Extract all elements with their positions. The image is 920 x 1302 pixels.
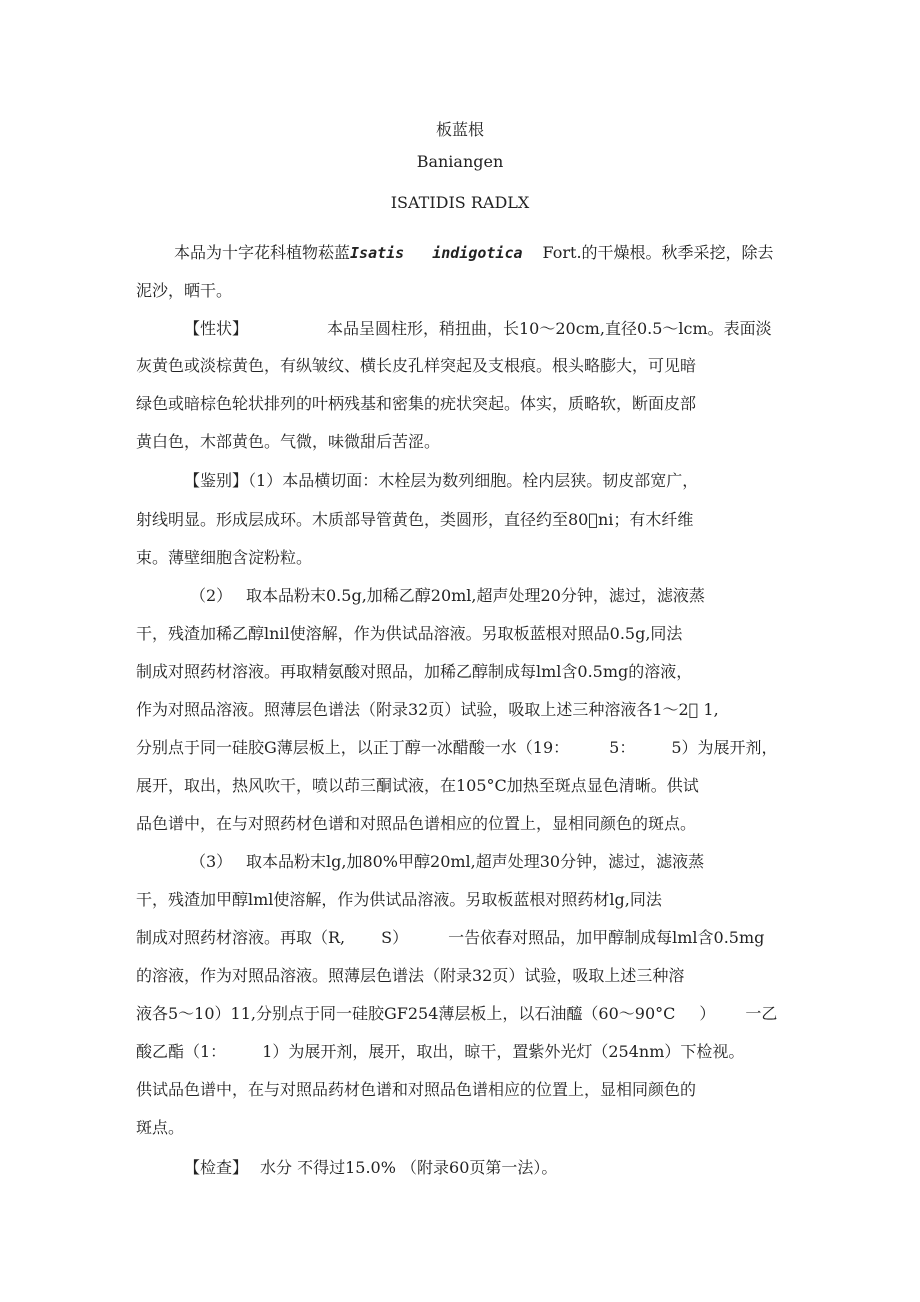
ident-2-number: （2） [190,586,233,605]
ident-3-text-3c: 一告依春对照品，加甲醇制成每lml含0.5mg [448,928,765,947]
ident-2-line-6: 展开，取出，热风吹干，喷以茚三酮试液，在105°C加热至斑点显色清晰。供试 [136,776,699,795]
ident-3-text-3b: S） [381,928,409,947]
latin-genus: Isatis [350,244,405,262]
identification-label: 【鉴别】 [184,471,249,490]
ident-1-text-1: （1）本品横切面：木栓层为数列细胞。栓内层狭。韧皮部宽广， [248,471,699,490]
latin-species: indigotica [432,244,523,262]
ident-2-line-4: 作为对照品溶液。照薄层色谱法（附录32页）试验，吸取上述三种溶液各1～2  1, [136,700,719,719]
ident-3-line-1: 取本品粉末lg,加80%甲醇20ml,超声处理30分钟，滤过，滤液蒸 [246,852,705,871]
ident-2-line-7: 品色谱中，在与对照药材色谱和对照品色谱相应的位置上，显相同颜色的斑点。 [136,814,697,833]
ident-3-text-5b: ） [699,1004,716,1023]
ident-1-line-2: 射线明显。形成层成环。木质部导管黄色，类圆形，直径约至80 ni；有木纤维 [136,510,694,529]
character-line-3: 绿色或暗棕色轮状排列的叶柄残基和密集的疣状突起。体实，质略软，断面皮部 [136,394,697,413]
title-latin: ISATIDIS RADLX [390,193,530,212]
ident-2-line-2: 干，残渣加稀乙醇lnil使溶解，作为供试品溶液。另取板蓝根对照品0.5g,同法 [136,624,683,643]
ident-2-text-5b: 5： [609,738,636,757]
ident-3-line-7: 供试品色谱中，在与对照品药材色谱和对照品色谱相应的位置上，显相同颜色的 [136,1080,697,1099]
inspection-line [184,1158,557,1178]
ident-3-text-5a: 液各5～10）11,分别点于同一硅胶GF254薄层板上，以石油醯（60～90°C [136,1004,676,1023]
ident-2-text-5c: 5）为展开剂， [671,738,778,757]
ident-3-text-5c: 一乙 [745,1004,778,1023]
character-line-1: 本品呈圆柱形，稍扭曲，长10～20cm,直径0.5～lcm。表面淡 [327,319,772,338]
ident-3-line-6 [136,1042,744,1062]
title-chinese: 板蓝根 [435,120,484,139]
ident-3-number: （3） [190,852,233,871]
intro-text-b: Fort.的干燥根。秋季采挖，除去 [542,243,774,262]
ident-3-line-5 [136,1004,777,1024]
ident-3-line-2: 干，残渣加甲醇lml使溶解，作为供试品溶液。另取板蓝根对照药材lg,同法 [136,890,662,909]
ident-3-text-6a: 酸乙酯（1： [136,1042,227,1061]
character-label: 【性状】 [184,319,249,338]
ident-2-line-3: 制成对照药材溶液。再取精氨酸对照品，加稀乙醇制成每lml含0.5mg的溶液， [136,662,693,681]
character-line-2: 灰黄色或淡棕黄色，有纵皱纹、横长皮孔样突起及支根痕。根头略膨大，可见暗 [136,356,697,375]
intro-line-2: 泥沙，晒干。 [136,281,233,300]
ident-2-text-5a: 分别点于同一硅胶G薄层板上，以正丁醇一冰醋酸一水（19： [136,738,570,757]
ident-3-text-3a: 制成对照药材溶液。再取（R, [136,928,346,947]
ident-1-line-3: 束。薄壁细胞含淀粉粒。 [136,548,313,567]
ident-2-line-1: 取本品粉末0.5g,加稀乙醇20ml,超声处理20分钟，滤过，滤液蒸 [246,586,705,605]
inspection-label: 【检查】 [184,1158,249,1177]
title-pinyin: Baniangen [416,152,504,171]
ident-3-line-4: 的溶液，作为对照品溶液。照薄层色谱法（附录32页）试验，吸取上述三种溶 [136,966,685,985]
ident-3-line-3 [136,928,764,948]
inspection-text: 水分 不得过15.0% （附录60页第一法）。 [260,1158,558,1177]
intro-line-1 [174,243,774,263]
identification-line-1 [184,471,698,491]
ident-3-line-8: 斑点。 [136,1118,185,1137]
character-line-4: 黄白色，木部黄色。气微，味微甜后苦涩。 [136,432,441,451]
ident-3-text-6b: 1）为展开剂，展开，取出，晾干，置紫外光灯（254nm）下检视。 [262,1042,745,1061]
ident-2-line-5 [136,738,778,758]
intro-text-a: 本品为十字花科植物菘蓝 [174,243,351,262]
